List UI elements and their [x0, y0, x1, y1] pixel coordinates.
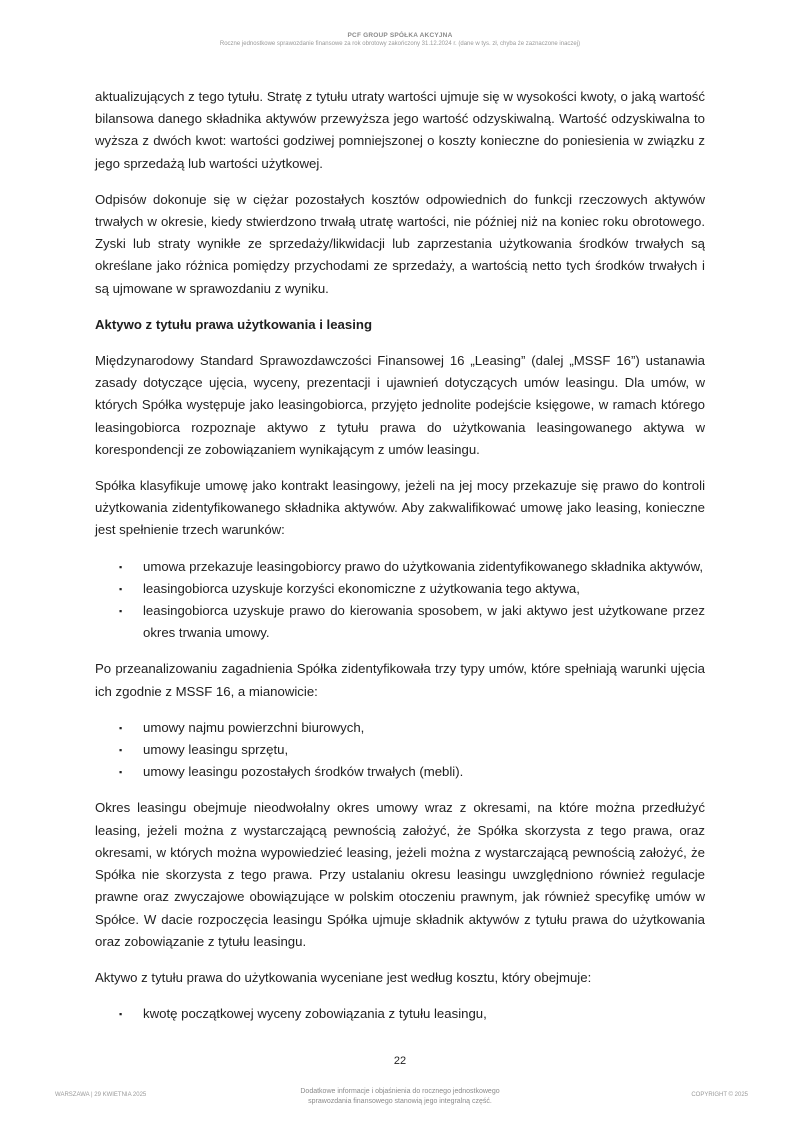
- cost-components-list: [95, 1003, 705, 1025]
- list-item: [95, 556, 705, 578]
- list-item-text: umowa przekazuje leasingobiorcy prawo do użytkowania zidentyfikowanego składnika aktywów,: [143, 558, 704, 574]
- page-number: 22: [393, 1055, 407, 1067]
- paragraph: Po przeanalizowaniu zagadnienia Spółka zidentyfikowała trzy typy umów, które spełniają warunki ujęcia ich zgodnie z MSSF 16, a mianowicie:: [95, 661, 705, 699]
- conditions-list: [95, 556, 705, 645]
- header-subtitle: Roczne jednostkowe sprawozdanie finansowe za rok obrotowy zakończony 31.12.2024 r. (dane w tys. zł, chyba że zaznaczone inaczej): [219, 41, 581, 47]
- footer-copyright: COPYRIGHT © 2025: [691, 1092, 748, 1098]
- paragraph: Odpisów dokonuje się w ciężar pozostałych kosztów odpowiednich do funkcji rzeczowych aktywów trwałych w okresie, kiedy stwierdzono trwałą utratę wartości, nie później niż na koniec roku obrotowego. Zyski lub straty wynikłe ze sprzedaży/likwidacji lub zaprzestania użytkowania środków trwałych są określane jako różnica pomiędzy przychodami ze sprzedaży, a wartością netto tych środków trwałych i są ujmowane w sprawozdaniu z wyniku.: [95, 191, 705, 296]
- header-company: PCF GROUP SPÓŁKA AKCYJNA: [347, 32, 453, 39]
- list-item-text: umowy najmu powierzchni biurowych,: [143, 719, 365, 735]
- list-item: [95, 717, 705, 739]
- section-heading: Aktywo z tytułu prawa użytkowania i leasing: [95, 316, 372, 332]
- bullet-icon: ▪: [119, 722, 123, 733]
- bullet-icon: ▪: [119, 1009, 123, 1020]
- list-item-text: leasingobiorca uzyskuje korzyści ekonomiczne z użytkowania tego aktywa,: [143, 580, 580, 596]
- paragraph: Spółka klasyfikuje umowę jako kontrakt leasingowy, jeżeli na jej mocy przekazuje się prawo do kontroli użytkowania zidentyfikowanego składnika aktywów. Aby zakwalifikować umowę jako leasing, konieczne jest spełnienie trzech warunków:: [95, 478, 705, 538]
- footer-note: [250, 1087, 550, 1107]
- list-item: [95, 739, 705, 761]
- paragraph: aktualizujących z tego tytułu. Stratę z tytułu utraty wartości ujmuje się w wysokości kwoty, o jaką wartość bilansowa danego składnika aktywów przewyższa jego wartość odzyskiwalną. Wartość odzyskiwalna to wyższa z dwóch kwot: wartości godziwej pomniejszonej o koszty konieczne do poniesienia w związku z jego sprzedażą lub wartości użytkowej.: [95, 89, 705, 171]
- bullet-icon: ▪: [119, 561, 123, 572]
- list-item-text: umowy leasingu sprzętu,: [143, 742, 289, 758]
- contract-types-list: [95, 717, 705, 784]
- bullet-icon: ▪: [119, 606, 123, 617]
- list-item-text: kwotę początkowej wyceny zobowiązania z tytułu leasingu,: [143, 1006, 487, 1022]
- footer-note-line: sprawozdania finansowego stanowią jego integralną część.: [308, 1098, 492, 1105]
- list-item: [95, 578, 705, 600]
- list-item: [95, 761, 705, 783]
- bullet-icon: ▪: [119, 745, 123, 756]
- bullet-icon: ▪: [119, 767, 123, 778]
- list-item-text: umowy leasingu pozostałych środków trwałych (mebli).: [143, 764, 464, 780]
- list-item: [95, 600, 705, 644]
- bullet-icon: ▪: [119, 583, 123, 594]
- footer-location-date: WARSZAWA | 29 KWIETNIA 2025: [55, 1092, 147, 1098]
- list-item-text: leasingobiorca uzyskuje prawo do kierowania sposobem, w jaki aktywo jest użytkowane przez okres trwania umowy.: [143, 603, 705, 641]
- paragraph: Aktywo z tytułu prawa do użytkowania wyceniane jest według kosztu, który obejmuje:: [95, 969, 592, 985]
- paragraph: Międzynarodowy Standard Sprawozdawczości Finansowej 16 „Leasing” (dalej „MSSF 16”) ustanawia zasady dotyczące ujęcia, wyceny, prezentacji i ujawnień dotyczących umów leasingu. Dla umów, w których Spółka występuje jako leasingobiorca, przyjęto jednolite podejście księgowe, w ramach którego leasingobiorca rozpoznaje aktywo z tytułu prawa do użytkowania leasingowanego aktywa w korespondencji ze zobowiązaniem wynikającym z umów leasingu.: [95, 353, 705, 457]
- paragraph: Okres leasingu obejmuje nieodwołalny okres umowy wraz z okresami, na które można przedłużyć leasing, jeżeli można z wystarczającą pewnością założyć, że Spółka skorzysta z tego prawa, oraz okresami, w których można wypowiedzieć leasing, jeżeli można z wystarczającą pewnością założyć, że Spółka nie skorzysta z tego prawa. Przy ustalaniu okresu leasingu uwzględniono również regulacje prawne oraz zwyczajowe obowiązujące w polskim otoczeniu prawnym, jak również specyfikę umów w Spółce. W dacie rozpoczęcia leasingu Spółka ujmuje składnik aktywów z tytułu prawa do użytkowania oraz zobowiązanie z tytułu leasingu.: [95, 800, 705, 949]
- footer-note-line: Dodatkowe informacje i objaśnienia do rocznego jednostkowego: [300, 1088, 500, 1095]
- document-body: [95, 86, 705, 1039]
- list-item: [95, 1003, 705, 1025]
